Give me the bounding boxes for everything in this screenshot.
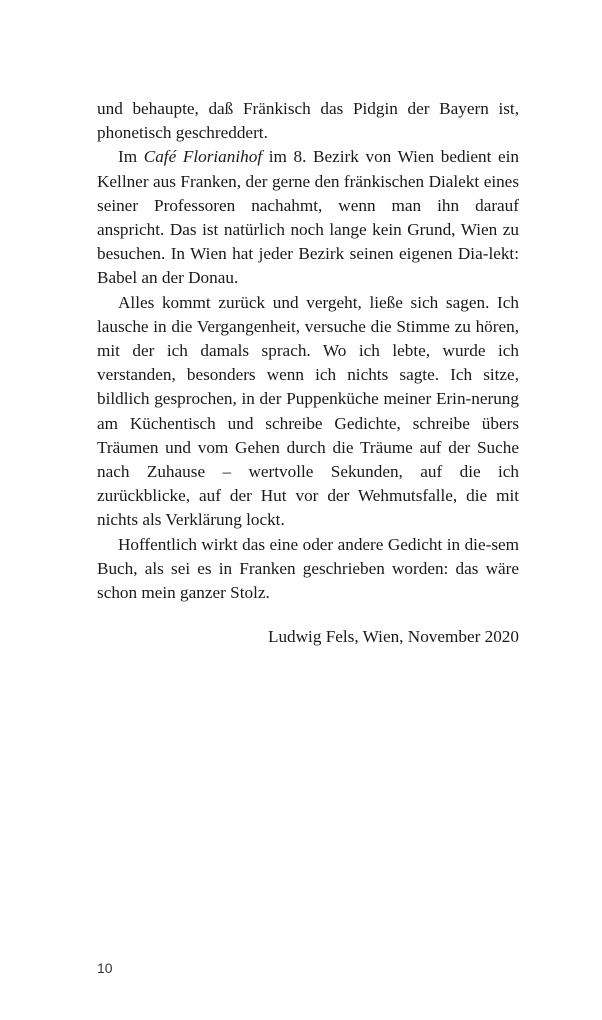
text-line: Im	[118, 147, 144, 167]
paragraph-1	[97, 97, 519, 145]
text-line: nichts als Verklärung lockt.	[97, 510, 285, 530]
paragraph-3	[97, 291, 519, 533]
page-number: 10	[97, 960, 113, 976]
text-line: übers Träumen und vom Gehen durch die Träume auf der	[97, 413, 520, 457]
cafe-name: Café Florianihof	[143, 147, 263, 167]
text-line: Suche nach Zuhause – wertvolle Sekunden, auf die ich	[97, 437, 519, 482]
text-line: lausche in die Vergangenheit, versuche die Stimme zu	[97, 316, 471, 336]
paragraph-4	[97, 533, 519, 606]
text-line: Alles kommt zurück und vergeht, ließe sich sagen. Ich	[118, 292, 519, 312]
text-line: Kellner aus Franken, der gerne den fränkischen Dialekt	[97, 171, 480, 191]
text-line: ich verstanden, besonders wenn ich nichts sagte. Ich sitze,	[97, 341, 520, 385]
text-line: sem Buch, als sei es in Franken geschrieben worden: das	[97, 534, 519, 578]
text-line: und behaupte, daß Fränkisch das Pidgin der Bayern ist,	[97, 99, 519, 118]
paragraph-2	[97, 145, 519, 290]
text-line: bildlich gesprochen, in der Puppenküche meiner Erin-	[97, 389, 472, 409]
text-line: eines seiner Professoren nachahmt, wenn man ihn darauf	[97, 171, 520, 215]
text-line: im 8. Bezirk von Wien bedient ein	[262, 147, 520, 167]
text-line: zurückblicke, auf der Hut vor der Wehmutsfalle, die mit	[97, 486, 519, 506]
text-line: lekt: Babel an der Donau.	[97, 244, 519, 288]
text-line: zu besuchen. In Wien hat jeder Bezirk seinen eigenen Dia-	[97, 220, 519, 264]
text-line: phonetisch geschreddert.	[97, 123, 268, 143]
author-signature: Ludwig Fels, Wien, November 2020	[267, 627, 519, 646]
text-line: nerung am Küchentisch und schreibe Gedichte, schreibe	[97, 389, 519, 433]
text-line: wäre schon mein ganzer Stolz.	[97, 558, 519, 603]
text-line: Hoffentlich wirkt das eine oder andere Gedicht in die-	[118, 534, 492, 554]
text-line: anspricht. Das ist natürlich noch lange kein Grund, Wien	[97, 220, 498, 240]
text-line: hören, mit der ich damals sprach. Wo ich lebte, wurde	[97, 316, 520, 361]
body-text	[97, 97, 519, 605]
